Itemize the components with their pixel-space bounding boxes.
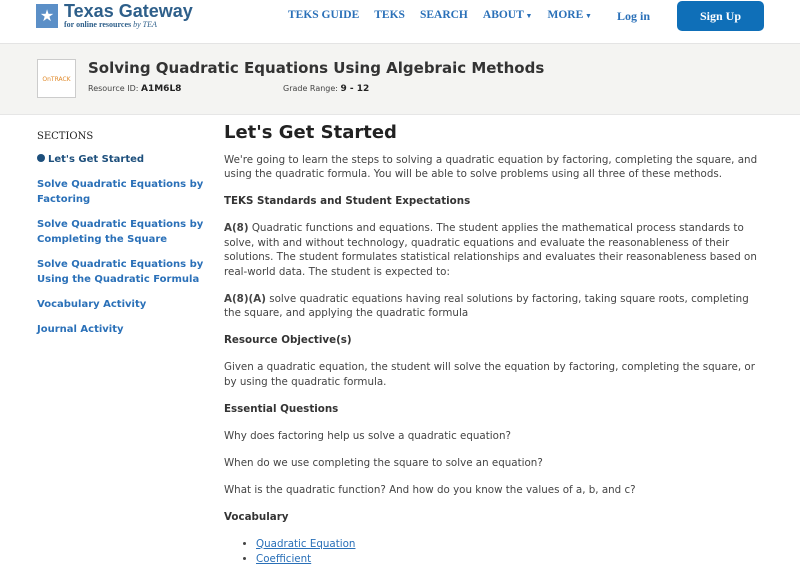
nav-teks-guide[interactable]: TEKS GUIDE	[288, 9, 360, 21]
vocab-link-coefficient[interactable]: Coefficient	[256, 552, 312, 565]
grade-range: Grade Range: 9 - 12	[283, 84, 370, 94]
objective-text: Given a quadratic equation, the student will solve the equation by factoring, completing the square, or by using the quadratic formula.	[224, 361, 755, 388]
section-title: Let's Get Started	[224, 122, 397, 143]
nav-search[interactable]: SEARCH	[419, 9, 468, 21]
sections-heading: SECTIONS	[37, 131, 94, 142]
main-nav	[288, 9, 592, 21]
star-icon: ★	[36, 4, 58, 28]
vocabulary-heading: Vocabulary	[224, 510, 289, 523]
nav-more[interactable]: MORE ▼	[547, 9, 592, 21]
objective-heading: Resource Objective(s)	[224, 334, 352, 346]
section-factoring[interactable]: Solve Quadratic Equations by Factoring	[37, 179, 204, 205]
sections-sidebar	[37, 131, 207, 347]
login-link[interactable]: Log in	[617, 9, 651, 23]
current-dot-icon	[37, 154, 45, 162]
vocab-item	[256, 552, 764, 567]
main-content	[224, 122, 764, 567]
vocabulary-list	[256, 537, 764, 567]
section-quadratic-formula[interactable]: Solve Quadratic Equations by Using the Quadratic Formula	[37, 259, 204, 285]
teks-heading: TEKS Standards and Student Expectations	[224, 195, 471, 207]
question: When do we use completing the square to solve an equation?	[224, 456, 543, 469]
vocab-item	[256, 537, 764, 552]
section-lets-get-started[interactable]: Let's Get Started	[37, 152, 207, 167]
teks-a8: A(8) Quadratic functions and equations. The student applies the mathematical process standards to solve, with and without technology, quadratic equations and evaluate the reasonableness of their solutions. The student formulates statistical relationships and evaluates their reasonableness based on real-world data. The student is expected to:	[224, 222, 757, 278]
resource-header	[0, 44, 800, 115]
texas-gateway-logo[interactable]	[36, 2, 193, 29]
section-journal-activity[interactable]: Journal Activity	[37, 324, 124, 335]
resource-id: Resource ID: A1M6L8	[88, 84, 182, 94]
question: What is the quadratic function? And how do you know the values of a, b, and c?	[224, 483, 636, 496]
logo-title: Texas Gateway	[64, 1, 193, 21]
caret-down-icon: ▼	[523, 12, 533, 20]
signup-button[interactable]: Sign Up	[677, 1, 764, 31]
question: Why does factoring help us solve a quadratic equation?	[224, 429, 511, 442]
section-completing-square[interactable]: Solve Quadratic Equations by Completing the Square	[37, 219, 204, 245]
nav-teks[interactable]: TEKS	[374, 9, 405, 21]
caret-down-icon: ▼	[583, 12, 592, 20]
resource-title: Solving Quadratic Equations Using Algebraic Methods	[88, 59, 545, 77]
section-vocabulary-activity[interactable]: Vocabulary Activity	[37, 299, 147, 310]
resource-thumbnail: OnTRACK	[37, 59, 76, 98]
essential-questions-heading: Essential Questions	[224, 402, 339, 415]
top-nav	[0, 0, 800, 44]
intro-text: We're going to learn the steps to solving a quadratic equation by factoring, completing the square, and using the quadratic formula. You will be able to solve problems using all three of these methods.	[224, 153, 758, 180]
vocab-link-quadratic-equation[interactable]: Quadratic Equation	[256, 537, 356, 550]
nav-about[interactable]: ABOUT ▼	[482, 9, 533, 21]
logo-subtitle: for online resources by TEA	[64, 20, 157, 29]
teks-a8a: A(8)(A) solve quadratic equations having real solutions by factoring, taking square roots, completing the square, and applying the quadratic formula	[224, 292, 749, 319]
